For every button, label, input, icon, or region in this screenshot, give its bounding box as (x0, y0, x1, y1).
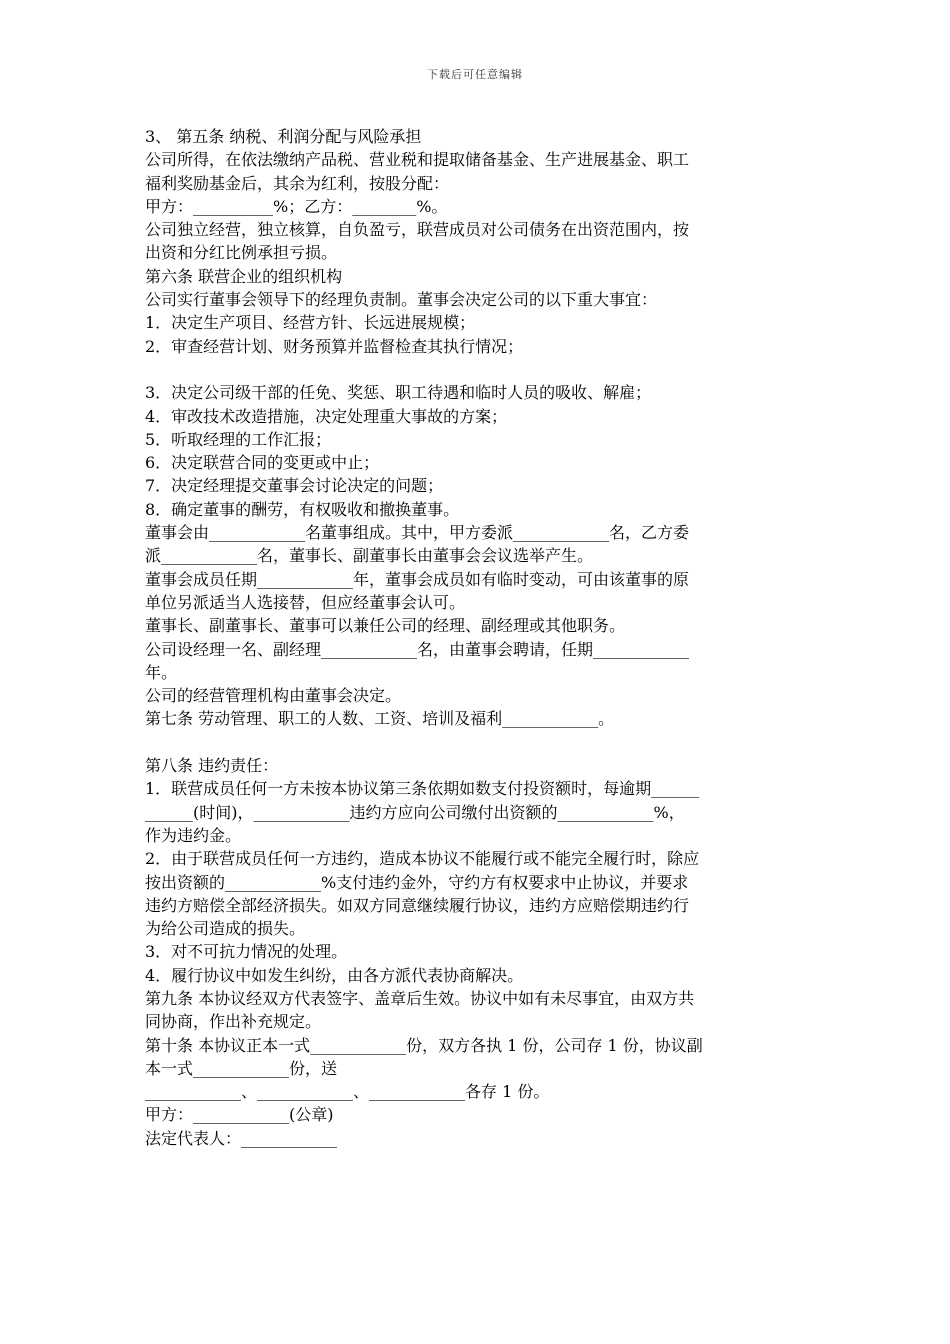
text-line: 6．决定联营合同的变更或中止； (145, 453, 380, 473)
text-line: 2．审查经营计划、财务预算并监督检查其执行情况； (145, 336, 524, 356)
text-line: 公司所得，在依法缴纳产品税、营业税和提取储备基金、生产进展基金、职工 (145, 150, 690, 170)
text-line: 同协商，作出补充规定。 (145, 1012, 322, 1032)
text-line: 年。 (145, 662, 178, 682)
text-line: 按出资额的____________%支付违约金外，守约方有权要求中止协议，并要求 (145, 872, 689, 892)
document-body (145, 125, 810, 1150)
blank-line (145, 731, 810, 754)
text-line: 作为违约金。 (145, 825, 242, 845)
text-line: 为给公司造成的损失。 (145, 919, 306, 939)
text-line: 甲方：__________%；乙方：________%。 (145, 196, 448, 216)
text-line: 3．对不可抗力情况的处理。 (145, 942, 348, 962)
text-line: 公司实行董事会领导下的经理负责制。董事会决定公司的以下重大事宜： (145, 290, 658, 310)
text-line: 公司设经理一名、副经理____________名，由董事会聘请，任期____________ (145, 639, 690, 659)
blank-line (145, 358, 810, 381)
text-line: 4．履行协议中如发生纠纷，由各方派代表协商解决。 (145, 965, 524, 985)
text-line: 5．听取经理的工作汇报； (145, 429, 332, 449)
text-line: 公司的经营管理机构由董事会决定。 (145, 686, 402, 706)
text-line: 2．由于联营成员任何一方违约，造成本协议不能履行或不能完全履行时，除应 (145, 849, 700, 869)
text-line: 董事会由____________名董事组成。其中，甲方委派____________名，乙方委 (145, 523, 690, 543)
text-line: 本一式____________份，送 (145, 1058, 338, 1078)
text-line: 违约方赔偿全部经济损失。如双方同意继续履行协议，违约方应赔偿期违约行 (145, 895, 690, 915)
text-line: 第八条 违约责任： (145, 756, 279, 776)
text-line: 第七条 劳动管理、职工的人数、工资、培训及福利____________。 (145, 709, 615, 729)
text-line: 7．决定经理提交董事会讨论决定的问题； (145, 476, 444, 496)
text-line: 3、 第五条 纳税、利润分配与风险承担 (145, 127, 422, 146)
text-line: 福利奖励基金后，其余为红利，按股分配： (145, 173, 450, 193)
text-line: 公司独立经营，独立核算，自负盈亏，联营成员对公司债务在出资范围内，按 (145, 220, 690, 240)
header-note: 下载后可任意编辑 (427, 68, 523, 81)
text-line: 第九条 本协议经双方代表签字、盖章后生效。协议中如有未尽事宜，由双方共 (145, 988, 695, 1008)
text-line: 1．联营成员任何一方未按本协议第三条依期如数支付投资额时，每逾期______ (145, 779, 700, 799)
text-line: 第十条 本协议正本一式____________份，双方各执 1 份，公司存 1 份，协议副 (145, 1035, 703, 1055)
text-line: 法定代表人：____________ (145, 1128, 338, 1148)
text-line: 1．决定生产项目、经营方针、长远进展规模； (145, 313, 476, 333)
text-line: 单位另派适当人选接替，但应经董事会认可。 (145, 592, 466, 612)
text-line: ____________、____________、____________各存 1 份。 (145, 1082, 550, 1102)
text-line: 董事长、副董事长、董事可以兼任公司的经理、副经理或其他职务。 (145, 616, 626, 636)
text-line: 8．确定董事的酬劳，有权吸收和撤换董事。 (145, 499, 460, 519)
text-line: 董事会成员任期____________年，董事会成员如有临时变动，可由该董事的原 (145, 569, 690, 589)
text-line: ______(时间)，____________违约方应向公司缴付出资额的____________%， (145, 802, 685, 822)
text-line: 4．审改技术改造措施，决定处理重大事故的方案； (145, 406, 508, 426)
text-line: 派____________名，董事长、副董事长由董事会会议选举产生。 (145, 546, 594, 566)
text-line: 甲方：____________(公章) (145, 1105, 334, 1125)
text-line: 第六条 联营企业的组织机构 (145, 266, 343, 286)
text-line: 出资和分红比例承担亏损。 (145, 243, 338, 263)
text-line: 3．决定公司级干部的任免、奖惩、职工待遇和临时人员的吸收、解雇； (145, 383, 652, 403)
